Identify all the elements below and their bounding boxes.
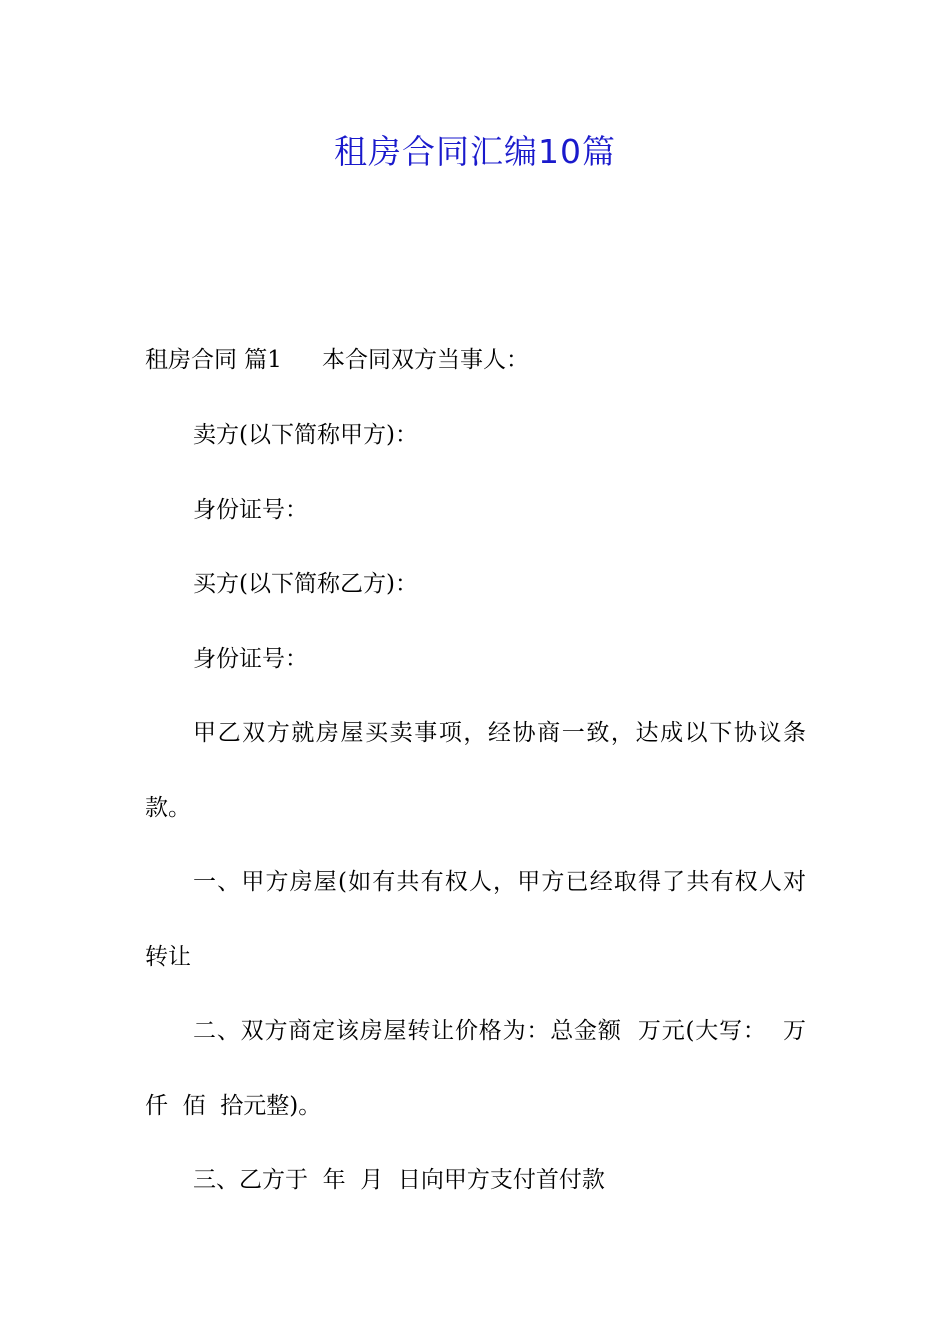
seller-id-line: 身份证号： xyxy=(193,497,308,523)
contract-intro-text: 本合同双方当事人： xyxy=(321,347,529,373)
clause-two-line-2: 仟 佰 拾元整)。 xyxy=(145,1093,322,1119)
buyer-line: 买方(以下简称乙方)： xyxy=(193,571,418,597)
agreement-paragraph-line-1: 甲乙双方就房屋买卖事项，经协商一致，达成以下协议条 xyxy=(193,720,806,746)
contract-section-label: 租房合同 篇1 xyxy=(145,347,282,373)
clause-one-line-2: 转让 xyxy=(145,944,191,970)
clause-two-line-1: 二、双方商定该房屋转让价格为：总金额 万元(大写： 万 xyxy=(193,1018,806,1044)
contract-heading-line xyxy=(145,344,810,376)
clause-three-line: 三、乙方于 年 月 日向甲方支付首付款 xyxy=(193,1167,605,1193)
document-title: 租房合同汇编10篇 xyxy=(334,132,616,171)
buyer-id-line: 身份证号： xyxy=(193,646,308,672)
seller-line: 卖方(以下简称甲方)： xyxy=(193,422,418,448)
agreement-paragraph-line-2: 款。 xyxy=(145,795,191,821)
clause-one-line-1: 一、甲方房屋(如有共有权人，甲方已经取得了共有权人对 xyxy=(193,869,806,895)
